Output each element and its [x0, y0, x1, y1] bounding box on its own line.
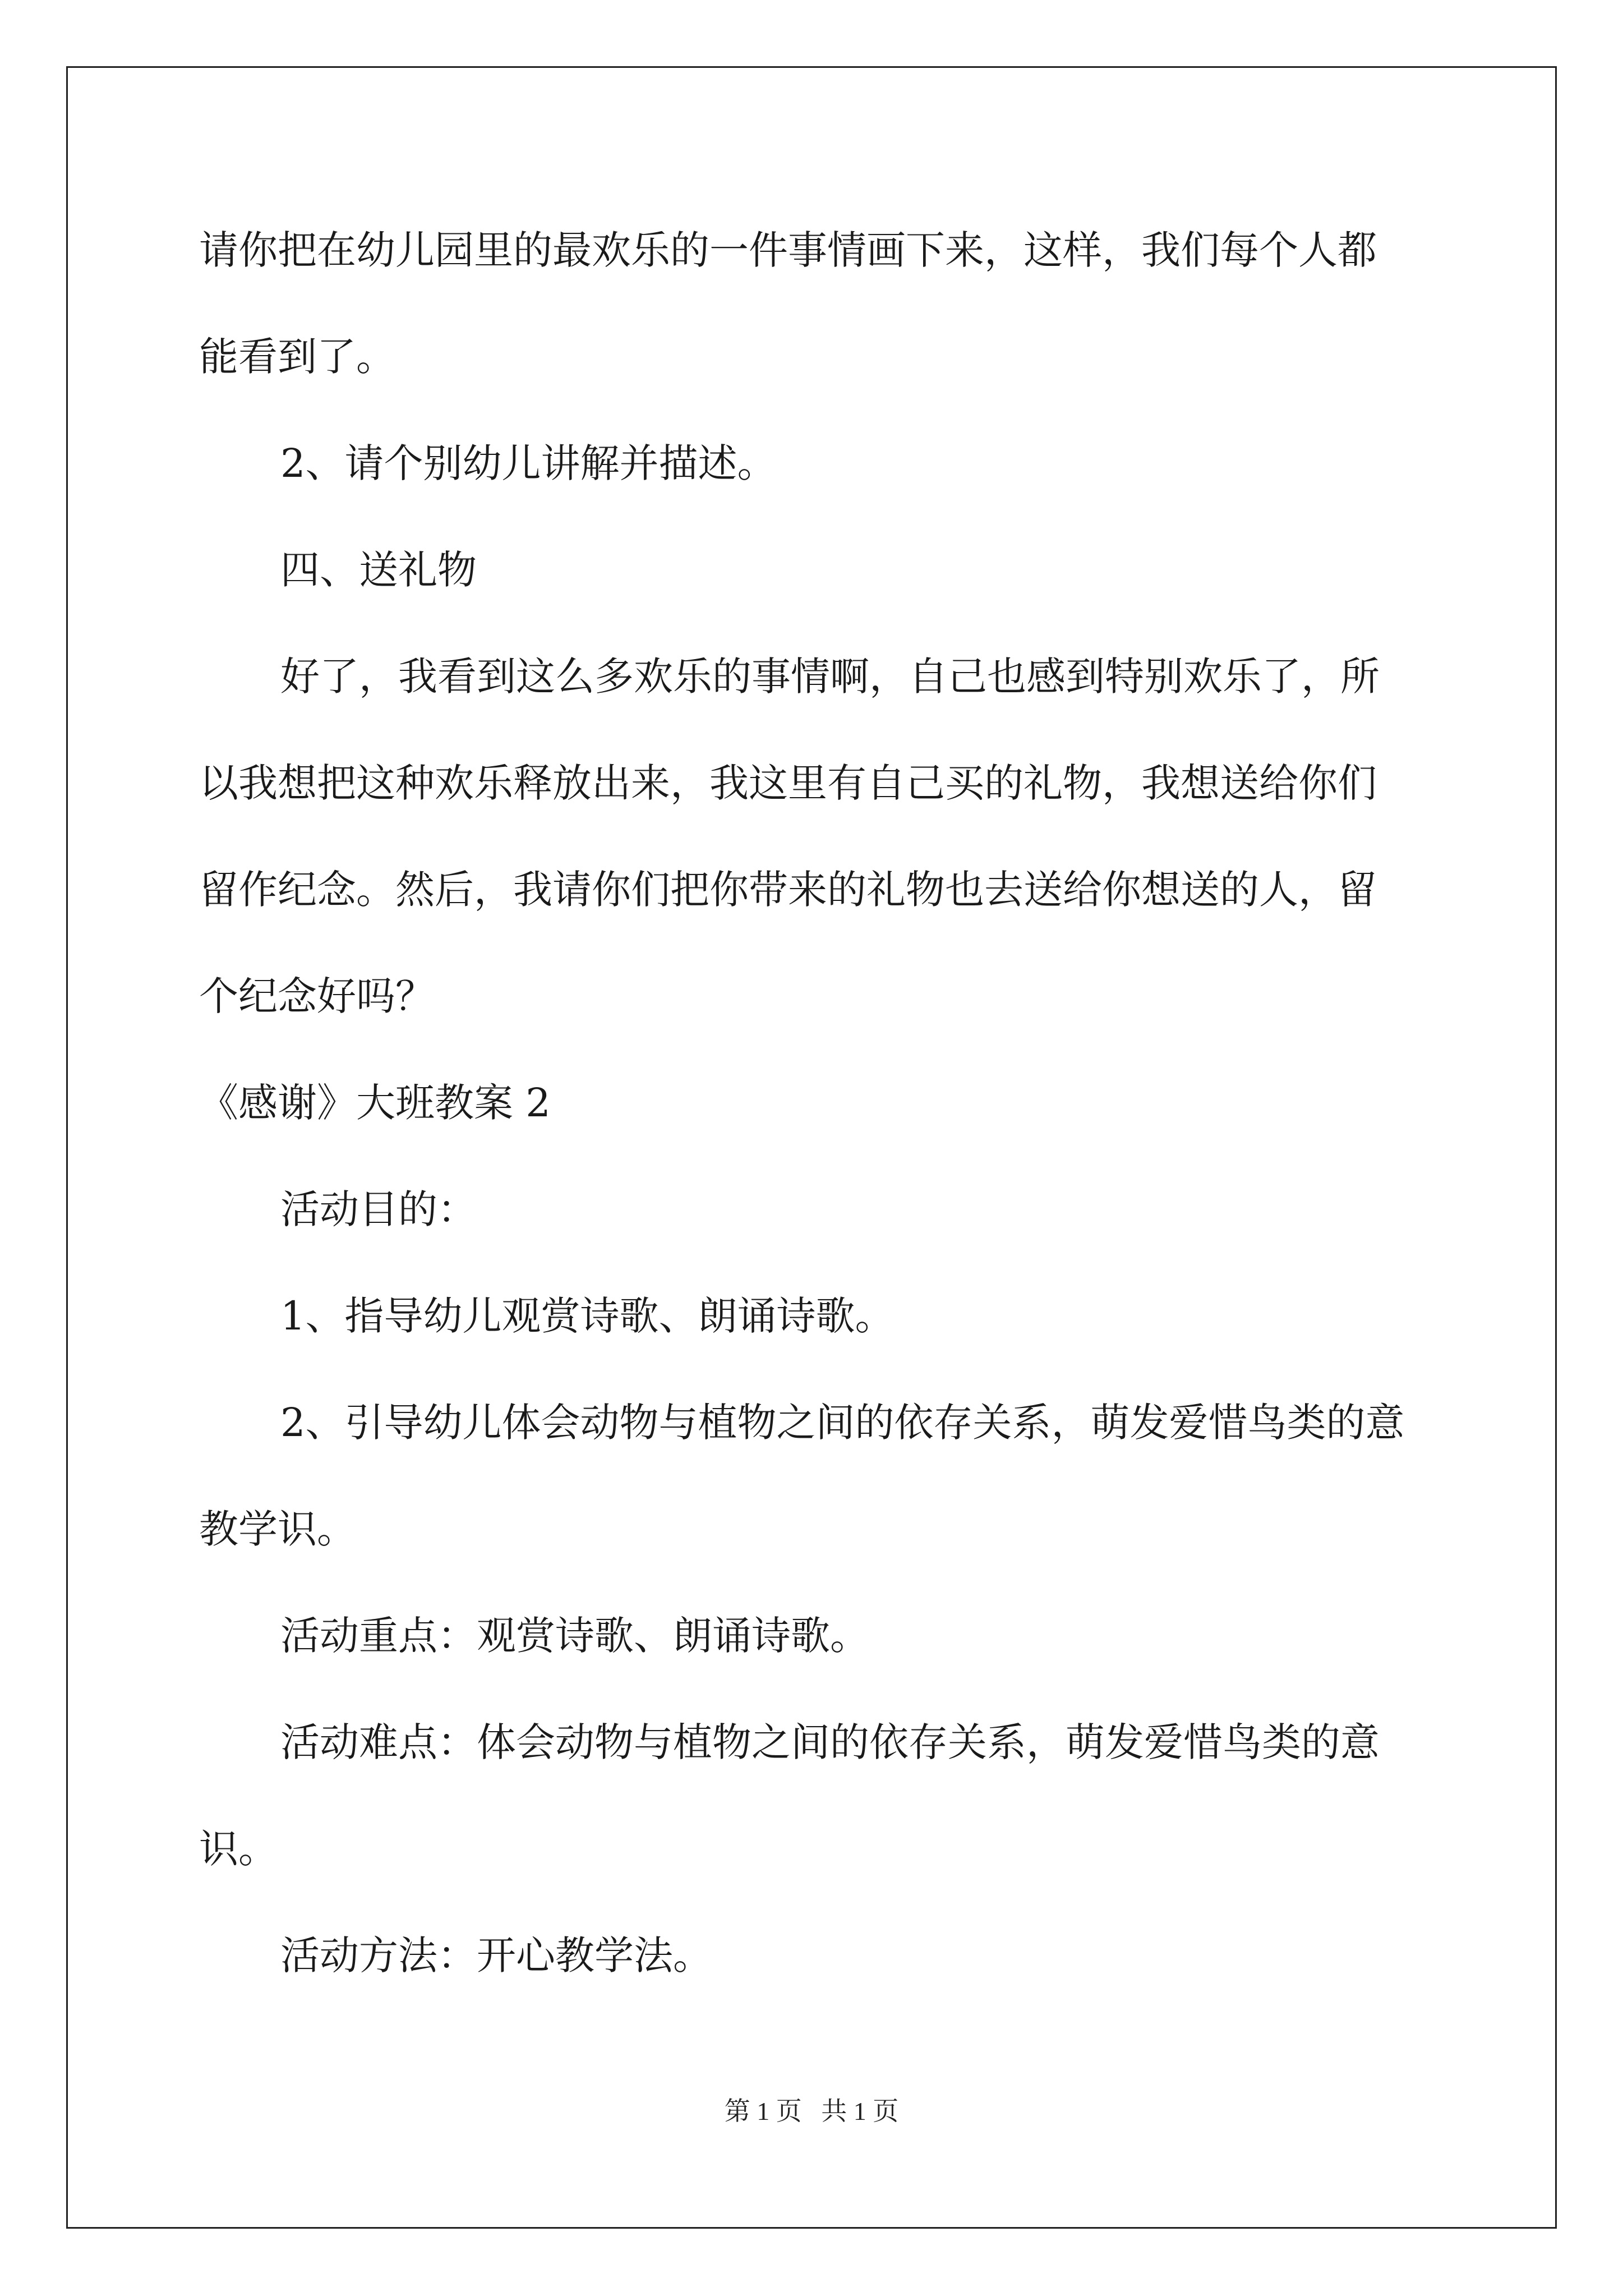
text-line: 好了，我看到这么多欢乐的事情啊，自己也感到特别欢乐了，所 — [280, 654, 1380, 700]
text-line: 识。 — [199, 1826, 278, 1872]
text-line: 2、引导幼儿体会动物与植物之间的依存关系，萌发爱惜鸟类的意 — [280, 1400, 1405, 1446]
text-line: 以我想把这种欢乐释放出来，我这里有自己买的礼物，我想送给你们 — [199, 760, 1377, 806]
text-line: 活动目的： — [280, 1186, 477, 1232]
text-line: 能看到了。 — [199, 334, 395, 380]
document-title: 《感谢》大班教案 2 — [199, 1080, 551, 1126]
page-number-footer: 第 1 页 共 1 页 — [724, 2097, 899, 2125]
text-line: 1、指导幼儿观赏诗歌、朗诵诗歌。 — [280, 1293, 895, 1339]
text-line: 留作纪念。然后，我请你们把你带来的礼物也去送给你想送的人，留 — [199, 867, 1377, 913]
text-line: 2、请个别幼儿讲解并描述。 — [280, 440, 777, 486]
text-line: 教学识。 — [199, 1506, 356, 1552]
text-line: 活动难点：体会动物与植物之间的依存关系，萌发爱惜鸟类的意 — [280, 1719, 1380, 1765]
section-heading: 四、送礼物 — [280, 547, 477, 593]
text-line: 个纪念好吗？ — [199, 973, 435, 1019]
page-border — [66, 66, 1557, 2229]
text-line: 活动方法：开心教学法。 — [280, 1932, 712, 1978]
text-line: 请你把在幼儿园里的最欢乐的一件事情画下来，这样，我们每个人都 — [199, 227, 1377, 273]
text-line: 活动重点：观赏诗歌、朗诵诗歌。 — [280, 1613, 869, 1659]
